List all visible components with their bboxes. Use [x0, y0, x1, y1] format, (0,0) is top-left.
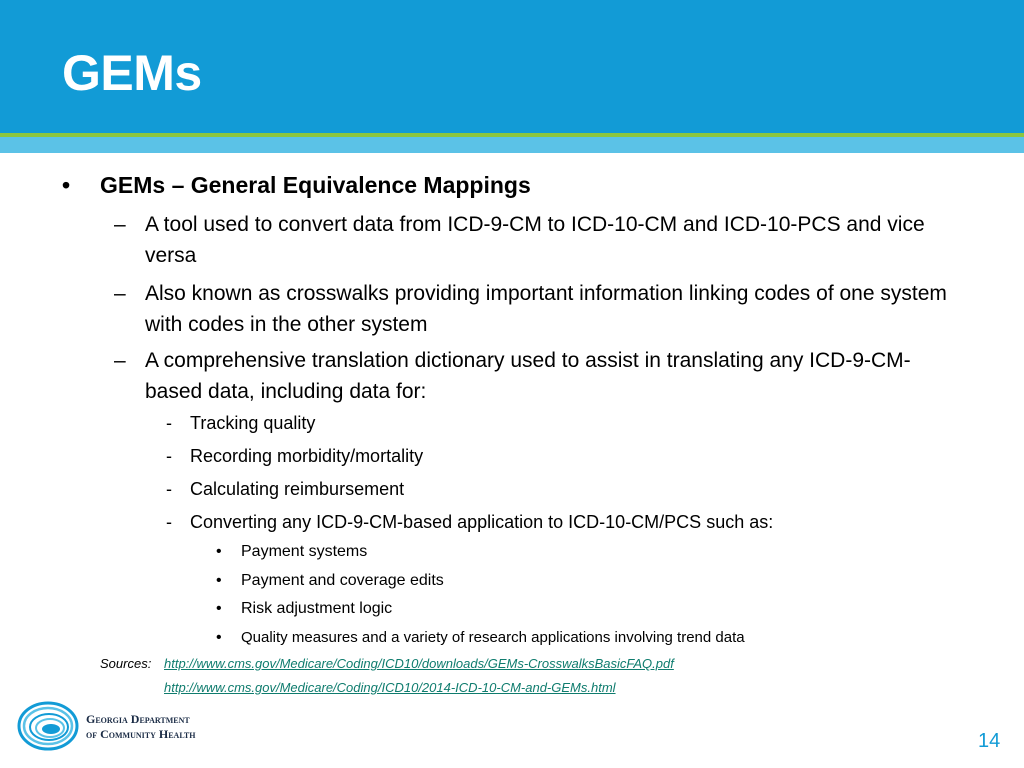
source-link-2[interactable]: http://www.cms.gov/Medicare/Coding/ICD10/2014-ICD-10-CM-and-GEMs.html [164, 680, 616, 695]
source-link-1[interactable]: http://www.cms.gov/Medicare/Coding/ICD10/downloads/GEMs-CrosswalksBasicFAQ.pdf [164, 656, 674, 671]
main-bullet-text: GEMs – General Equivalence Mappings [100, 172, 531, 198]
detail-item-2-text: Recording morbidity/mortality [190, 446, 424, 466]
slide-title: GEMs [62, 45, 202, 101]
org-name-line2: of Community Health [86, 727, 196, 741]
dash-marker: – [114, 213, 126, 236]
bullet-marker: • [62, 172, 71, 198]
bullet-marker: • [216, 629, 222, 646]
gdch-logo-icon [16, 700, 80, 752]
org-name [86, 712, 196, 742]
page-number: 14 [978, 730, 1001, 752]
sub-bullet-3-line1: A comprehensive translation dictionary used to assist in translating any ICD-9-CM- [145, 349, 911, 372]
bullet-marker: • [216, 543, 222, 560]
dash-marker: – [114, 282, 126, 305]
sub-bullet-2-line2: with codes in the other system [145, 313, 428, 336]
hyphen-marker: - [166, 512, 172, 532]
sources-label: Sources: [100, 656, 152, 671]
example-item-4-text: Quality measures and a variety of research applications involving trend data [241, 629, 745, 646]
sub-bullet-3-line2: based data, including data for: [145, 380, 427, 403]
bullet-marker: • [216, 600, 222, 617]
sub-bullet-1-line1: A tool used to convert data from ICD-9-CM to ICD-10-CM and ICD-10-PCS and vice [145, 213, 925, 236]
detail-item-3-text: Calculating reimbursement [190, 479, 405, 499]
sub-bullet-1-line2: versa [145, 244, 197, 267]
hyphen-marker: - [166, 446, 172, 466]
detail-item-1-text: Tracking quality [190, 413, 316, 433]
dash-marker: – [114, 349, 126, 372]
org-name-line1: Georgia Department [86, 712, 190, 726]
header-divider-blue [0, 137, 1024, 153]
example-item-3-text: Risk adjustment logic [241, 600, 393, 617]
sub-bullet-2-line1: Also known as crosswalks providing important information linking codes of one system [145, 282, 947, 305]
example-item-1-text: Payment systems [241, 543, 368, 560]
bullet-marker: • [216, 572, 222, 589]
hyphen-marker: - [166, 479, 172, 499]
detail-item-4-text: Converting any ICD-9-CM-based application to ICD-10-CM/PCS such as: [190, 512, 774, 532]
example-item-2-text: Payment and coverage edits [241, 572, 444, 589]
hyphen-marker: - [166, 413, 172, 433]
